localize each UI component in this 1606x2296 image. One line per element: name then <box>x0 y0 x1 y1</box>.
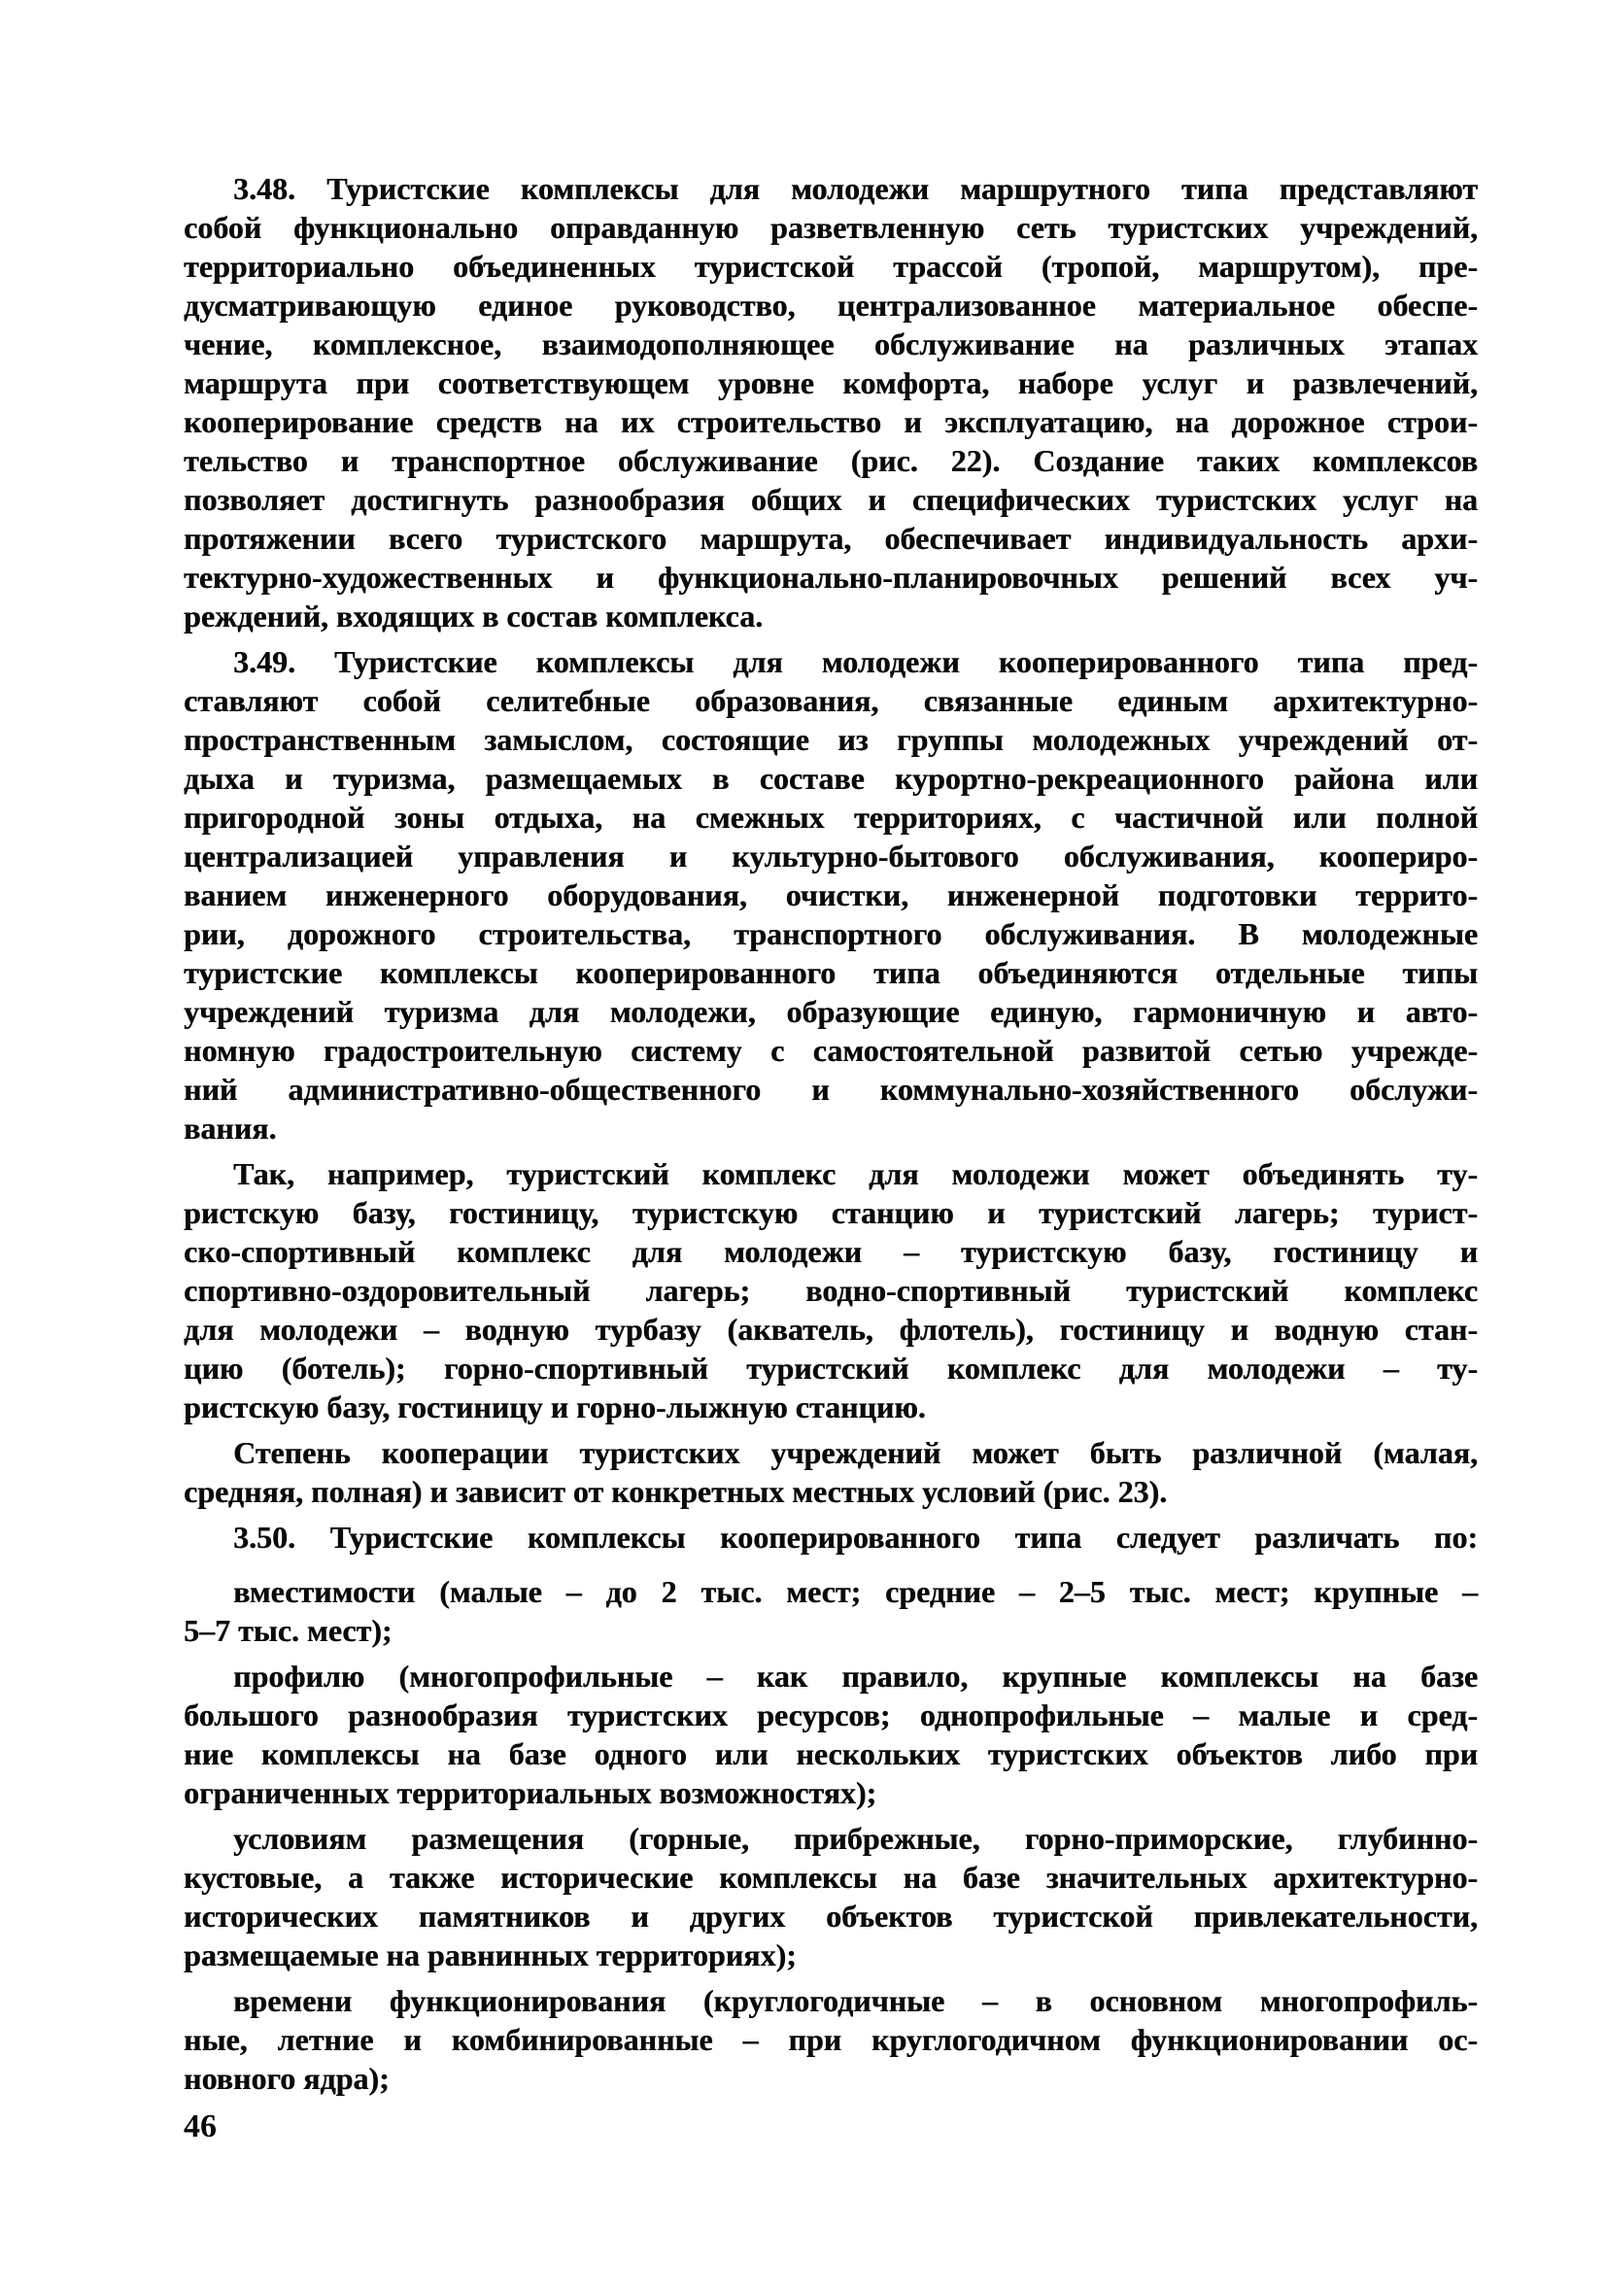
text-line: 3.48. Туристские комплексы для молодежи маршрутного типа представляют <box>233 171 1478 206</box>
text-line: времени функционирования (круглогодичные – в основном многопрофиль- <box>233 1983 1478 2018</box>
text-line: ставляют собой селитебные образования, связанные единым архитектурно- <box>184 683 1478 718</box>
paragraph <box>184 1657 1478 1812</box>
text-line: туристские комплексы кооперированного типа объединяются отдельные типы <box>184 955 1478 990</box>
text-line: собой функционально оправданную разветвленную сеть туристских учреждений, <box>184 210 1478 245</box>
text-line: централизацией управления и культурно-бытового обслуживания, коопериро- <box>184 839 1478 874</box>
text-line: кооперирование средств на их строительство и эксплуатацию, на дорожное строи- <box>184 404 1478 439</box>
text-line: ванием инженерного оборудования, очистки, инженерной подготовки террито- <box>184 877 1478 912</box>
text-line: размещаемые на равнинных территориях); <box>184 1937 797 1972</box>
text-line: кустовые, а также исторические комплексы на базе значительных архитектурно- <box>184 1860 1478 1895</box>
paragraph <box>184 1819 1478 1974</box>
text-line: 3.49. Туристские комплексы для молодежи кооперированного типа пред- <box>233 644 1478 679</box>
text-line: 3.50. Туристские комплексы кооперированного типа следует различать по: <box>233 1520 1478 1555</box>
text-line: спортивно-оздоровительный лагерь; водно-спортивный туристский комплекс <box>184 1273 1478 1308</box>
text-line: цию (ботель); горно-спортивный туристский комплекс для молодежи – ту- <box>184 1351 1478 1386</box>
text-line: территориально объединенных туристской трассой (тропой, маршрутом), пре- <box>184 249 1478 284</box>
page-number: 46 <box>184 2108 217 2144</box>
text-line: ристскую базу, гостиницу и горно-лыжную станцию. <box>184 1389 926 1424</box>
paragraph <box>184 1154 1478 1426</box>
paragraph <box>184 169 1478 635</box>
text-line: реждений, входящих в состав комплекса. <box>184 599 764 634</box>
text-line: новного ядра); <box>184 2061 390 2096</box>
text-line: учреждений туризма для молодежи, образующие единую, гармоничную и авто- <box>184 994 1478 1029</box>
page-body-text <box>184 169 1478 2105</box>
text-line: ограниченных территориальных возможностях); <box>184 1775 877 1810</box>
text-line: 5–7 тыс. мест); <box>184 1613 393 1648</box>
text-line: тельство и транспортное обслуживание (рис. 22). Создание таких комплексов <box>184 443 1478 478</box>
text-line: ристскую базу, гостиницу, туристскую станцию и туристский лагерь; турист- <box>184 1195 1478 1230</box>
text-line: Так, например, туристский комплекс для молодежи может объединять ту- <box>233 1156 1478 1191</box>
paragraph <box>184 1981 1478 2098</box>
paragraph <box>184 1572 1478 1650</box>
text-line: ско-спортивный комплекс для молодежи – туристскую базу, гостиницу и <box>184 1234 1478 1269</box>
text-line: ные, летние и комбинированные – при круглогодичном функционировании ос- <box>184 2022 1478 2057</box>
text-line: исторических памятников и других объектов туристской привлекательности, <box>184 1899 1478 1934</box>
text-line: дусматривающую единое руководство, централизованное материальное обеспе- <box>184 288 1478 323</box>
text-line: большого разнообразия туристских ресурсов; однопрофильные – малые и сред- <box>184 1697 1478 1732</box>
text-line: пригородной зоны отдыха, на смежных территориях, с частичной или полной <box>184 800 1478 835</box>
text-line: условиям размещения (горные, прибрежные, горно-приморские, глубинно- <box>233 1821 1478 1856</box>
text-line: чение, комплексное, взаимодополняющее обслуживание на различных этапах <box>184 326 1478 361</box>
text-line: дыха и туризма, размещаемых в составе курортно-рекреационного района или <box>184 761 1478 796</box>
text-line: ние комплексы на базе одного или нескольких туристских объектов либо при <box>184 1736 1478 1771</box>
text-line: рии, дорожного строительства, транспортного обслуживания. В молодежные <box>184 916 1478 951</box>
paragraph <box>184 642 1478 1148</box>
text-line: позволяет достигнуть разнообразия общих и специфических туристских услуг на <box>184 482 1478 517</box>
text-line: средняя, полная) и зависит от конкретных местных условий (рис. 23). <box>184 1474 1168 1509</box>
paragraph <box>184 1433 1478 1511</box>
text-line: номную градостроительную систему с самостоятельной развитой сетью учрежде- <box>184 1033 1478 1068</box>
paragraph <box>184 1518 1478 1557</box>
text-line: для молодежи – водную турбазу (акватель, флотель), гостиницу и водную стан- <box>184 1312 1478 1347</box>
text-line: вместимости (малые – до 2 тыс. мест; средние – 2–5 тыс. мест; крупные – <box>233 1574 1478 1609</box>
text-line: Степень кооперации туристских учреждений может быть различной (малая, <box>233 1435 1478 1470</box>
text-line: вания. <box>184 1111 277 1146</box>
text-line: тектурно-художественных и функционально-планировочных решений всех уч- <box>184 560 1478 595</box>
text-line: пространственным замыслом, состоящие из группы молодежных учреждений от- <box>184 722 1478 757</box>
text-line: маршрута при соответствующем уровне комфорта, наборе услуг и развлечений, <box>184 365 1478 400</box>
text-line: профилю (многопрофильные – как правило, крупные комплексы на базе <box>233 1659 1478 1694</box>
text-line: ний административно-общественного и коммунально-хозяйственного обслужи- <box>184 1072 1478 1107</box>
text-line: протяжении всего туристского маршрута, обеспечивает индивидуальность архи- <box>184 521 1478 556</box>
